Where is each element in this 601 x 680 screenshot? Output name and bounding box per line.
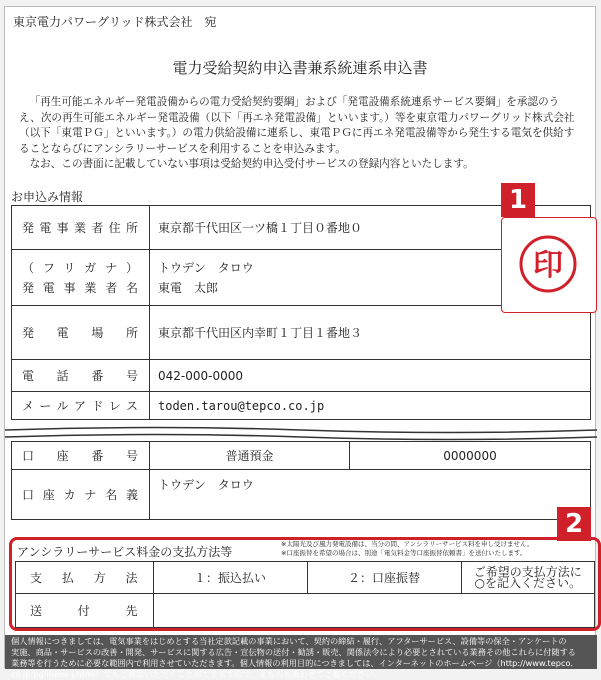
account-number-field[interactable]: 0000000	[350, 442, 591, 470]
footer-line-1: 個人情報につきましては、電気事業をはじめとする当社定款記載の事業において、契約の締結・履行、アフターサービス、設備等の保全・アンケートの	[11, 636, 567, 646]
email-field[interactable]: toden.tarou@tepco.co.jp	[150, 392, 591, 420]
account-holder-field[interactable]: トウデン タロウ	[150, 470, 591, 520]
section-title-application: お申込み情報	[11, 190, 84, 204]
payment-option-debit[interactable]: ２：口座振替	[307, 562, 461, 594]
addressee: 東京電力パワーグリッド株式会社 宛	[13, 15, 217, 29]
name-label-cell	[12, 250, 150, 306]
document-title: 電力受給契約申込書兼系統連系申込書	[172, 59, 428, 77]
recipient-label: 送付先	[16, 594, 154, 628]
tear-line	[5, 425, 597, 441]
intro-text	[19, 95, 581, 173]
payment-method-label: 支払方法	[16, 562, 154, 594]
callout-badge-2: 2	[557, 507, 591, 541]
footer-line-4: co.jp/pg/index-j.html）でもご確認いただくことができますので、そちらもあわせてご覧ください。	[11, 669, 382, 679]
callout-badge-1: 1	[501, 183, 535, 217]
stamp-highlight	[501, 217, 597, 313]
account-type-field[interactable]: 普通預金	[150, 442, 350, 470]
payment-option-transfer[interactable]: １：振込払い	[153, 562, 307, 594]
phone-label: 電話番号	[12, 360, 150, 392]
footer-line-2: 実施、商品・サービスの改善・開発、サービスに関する広告・宣伝物の送付・勧誘・販売、関係法令により必要とされている業務その他これらに付随する	[11, 647, 576, 657]
account-holder-label: 口座カナ名義	[12, 470, 150, 520]
ancillary-note-2: ※口座振替を希望の場合は、別途「電気料金等口座振替依頼書」を送付いたします。	[281, 549, 527, 557]
table-row	[16, 594, 595, 628]
account-number-label: 口座番号	[12, 442, 150, 470]
table-row	[12, 392, 591, 420]
table-row	[12, 470, 591, 520]
name-value: 東電 太郎	[158, 280, 219, 295]
address-field[interactable]: 東京都千代田区一ツ橋１丁目０番地０	[150, 206, 591, 250]
bank-account-table	[11, 441, 591, 520]
footer-line-3: 業務等を行うために必要な範囲内で利用させていただきます。個人情報の利用目的につきましては、インターネットのホームページ（http://www.tepco.	[11, 658, 573, 668]
email-label: メールアドレス	[12, 392, 150, 420]
kana-label: （フリガナ）	[22, 260, 139, 275]
name-label: 発電事業者名	[22, 280, 139, 295]
payment-method-table	[15, 561, 595, 628]
table-row	[16, 562, 595, 594]
ancillary-note-1: ※太陽光及び風力発電設備は、当分の間、アンシラリーサービス料を申し受けません。	[281, 540, 534, 548]
seal-glyph: 印	[533, 248, 563, 283]
privacy-footer	[5, 635, 597, 679]
intro-paragraph-2: なお、この書面に記載していない事項は受給契約申込受付サービスの登録内容といたします。	[29, 158, 474, 170]
site-field[interactable]: 東京都千代田区内幸町１丁目１番地３	[150, 306, 591, 360]
table-row	[12, 442, 591, 470]
site-label: 発 電 場 所	[12, 306, 150, 360]
ancillary-notes	[281, 540, 533, 558]
instruction-line-1: ご希望の支払方法に	[473, 564, 582, 579]
seal-stamp-icon	[502, 218, 598, 314]
application-form-sheet	[4, 6, 596, 679]
intro-paragraph-1: 「再生可能エネルギー発電設備からの電力受給契約要綱」および「発電設備系統連系サービス要綱」を承認のうえ、次の再生可能エネルギー発電設備（以下「再エネ発電設備」といいます。）等を東京電力パワーグリッド株式会社（以下「東電ＰＧ」といいます。）の電力供給設備に連系し、東電ＰＧに再エネ発電設備等から発生する電気を供給することならびにアンシラリーサービスを利用することを申込みます。	[19, 96, 575, 155]
table-row	[12, 360, 591, 392]
address-label: 発電事業者住所	[12, 206, 150, 250]
payment-method-instruction	[461, 562, 594, 594]
instruction-line-2: ○を記入ください。	[474, 575, 581, 590]
phone-field[interactable]: 042-000-0000	[150, 360, 591, 392]
recipient-field[interactable]	[153, 594, 594, 628]
ancillary-title: アンシラリーサービス料金の支払方法等	[17, 545, 233, 559]
kana-value: トウデン タロウ	[158, 260, 254, 275]
